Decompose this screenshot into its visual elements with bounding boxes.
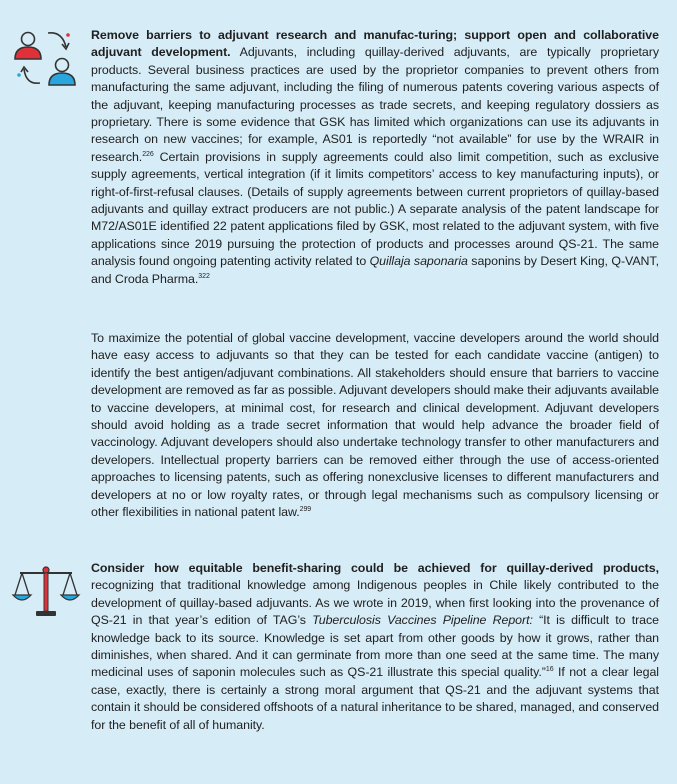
people-exchange-icon xyxy=(10,25,82,91)
body-text: To maximize the potential of global vaccine development, vaccine developers around the world should have easy access to adjuvants so that they can be tested for each candidate vaccine (antigen) to identify the best antigen/adjuvant combinations. All stakeholders should ensure that barriers to vaccine development are removed as far as possible. Adjuvant developers should make their adjuvants available to vaccine developers, at minimal cost, for research and clinical development. Adjuvant developers should avoid holding as a trade secret information that would help advance the broader field of vaccinology. Adjuvant developers should also undertake technology transfer to other manufacturers and developers. Intellectual property barriers can be removed either through the use of access-oriented approaches to licensing patents, such as offering nonexclusive licenses to different manufacturers and developers at no or low royalty rates, or through legal mechanisms such as compulsory licensing or other flexibilities in national patent law. xyxy=(91,331,659,520)
body-text: “It is difficult to trace knowledge back to its source. Knowledge is set apart from other goods by how it grows, rather than diminishes, when shared. And it can germinate from more than one seed at the same time. The many medicinal uses of saponin molecules such as QS-21 illustrate this special quality.” xyxy=(91,613,659,680)
reference-number: 16 xyxy=(545,666,554,674)
section-adjuvant-barriers xyxy=(91,27,659,288)
lead-heading: Consider how equitable benefit-sharing could be achieved for quillay-derived products, xyxy=(91,561,659,575)
balance-scale-icon xyxy=(10,563,82,621)
reference-number: 226 xyxy=(142,150,154,158)
body-text: Adjuvants, including quillay-derived adjuvants, are typically proprietary products. Several business practices are used by the proprietor companies to prevent others from manufacturing the same adjuvant, including the filing of numerous patents covering various aspects of the adjuvant, keeping manufacturing processes as trade secrets, and keeping regulatory dossiers as proprietary. There is some evidence that GSK has limited which organizations can use its adjuvants in research on new vaccines; for example, AS01 is reportedly “not available” for use by the WRAIR in research. xyxy=(91,45,659,164)
reference-number: 299 xyxy=(299,505,312,513)
species-name: Quillaja saponaria xyxy=(369,254,468,269)
paragraph xyxy=(91,560,659,734)
body-text: saponins by Desert King, Q-VANT, and Croda Pharma. xyxy=(91,254,659,286)
report-title: Tuberculosis Vaccines Pipeline Report: xyxy=(312,613,533,628)
paragraph xyxy=(91,330,659,521)
body-text: recognizing that traditional knowledge among Indigenous peoples in Chile likely contributed to the development of quillay-based adjuvants. As we wrote in 2019, when first looking into the provenance of QS-21 in that year’s edition of TAG’s xyxy=(91,578,659,628)
lead-heading: Remove barriers to adjuvant research and manufac-turing; support open and collaborative adjuvant development. xyxy=(91,28,659,60)
body-text: Certain provisions in supply agreements could also limit competition, such as exclusive supply agreements, vertical integration (if it limits competitors’ access to key manufacturing inputs), or right-of-first-refusal clauses. (Details of supply agreements between current proprietors of quillay-based adjuvants and quillay extract producers are not public.) A separate analysis of the patent landscape for M72/AS01E identified 22 patent applications filed by GSK, most related to the adjuvant system, with five applications since 2019 pursuing the protection of products and processes around QS-21. The same analysis found ongoing patenting activity related to xyxy=(91,149,659,269)
reference-number: 322 xyxy=(198,272,210,280)
section-global-access xyxy=(91,330,659,521)
paragraph xyxy=(91,27,659,288)
section-benefit-sharing xyxy=(91,560,659,734)
body-text: If not a clear legal case, exactly, there is certainly a strong moral argument that QS-21 and the adjuvant systems that contain it should be considered offshoots of a natural inheritance to be shared, managed, and conserved for the benefit of all of humanity. xyxy=(91,665,660,732)
